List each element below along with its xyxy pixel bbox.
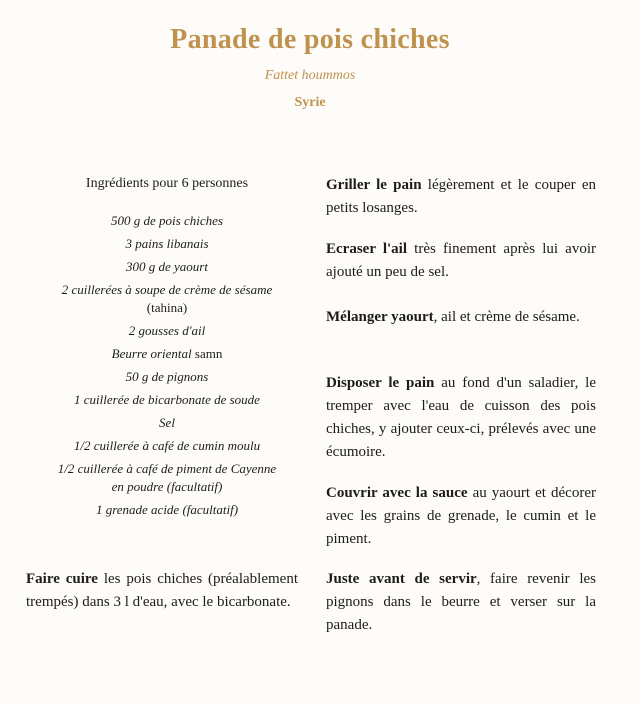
recipe-title: Panade de pois chiches [170, 24, 450, 55]
ingredient-item: 1 cuillerée de bicarbonate de soude [74, 392, 260, 407]
ingredient-note: (tahina) [146, 300, 188, 315]
step-serve: Juste avant de servir, faire revenir les pignons dans le beurre et verser sur la panade. [326, 571, 596, 633]
ingredients-header: Ingrédients pour 6 personnes [85, 176, 249, 191]
ingredient-item: 2 cuillerées à soupe de crème de sésame (tahina) [61, 282, 273, 315]
step-arrange: Disposer le pain au fond d'un saladier, le tremper avec l'eau de cuisson des pois chiches, y ajouter ceux-ci, prélevés avec une écumoire. [326, 375, 596, 460]
ingredient-item: Beurre oriental samn [111, 346, 223, 361]
ingredient-item: 2 gousses d'ail [128, 323, 206, 338]
ingredients-list [22, 212, 312, 524]
step-crush: Ecraser l'ail très finement après lui avoir ajouté un peu de sel. [326, 241, 596, 280]
ingredient-item: 1/2 cuillerée à café de piment de Cayenne en poudre (facultatif) [57, 461, 277, 494]
ingredient-item: 3 pains libanais [125, 236, 209, 251]
ingredient-item: 1/2 cuillerée à café de cumin moulu [73, 438, 261, 453]
recipe-subtitle: Fattet hoummos [264, 68, 356, 83]
ingredient-note: en poudre (facultatif) [111, 479, 223, 494]
ingredient-item: 300 g de yaourt [126, 259, 208, 274]
ingredient-item: 50 g de pignons [125, 369, 209, 384]
step-cover: Couvrir avec la sauce au yaourt et décorer avec les grains de grenade, le cumin et le piment. [326, 485, 596, 547]
ingredient-item: 500 g de pois chiches [111, 213, 223, 228]
step-mix: Mélanger yaourt, ail et crème de sésame. [326, 309, 580, 325]
ingredient-item: 1 grenade acide (facultatif) [95, 502, 239, 517]
ingredient-item: Sel [159, 415, 175, 430]
step-grill: Griller le pain légèrement et le couper en petits losanges. [326, 177, 596, 216]
ingredient-note: samn [194, 346, 223, 361]
recipe-region: Syrie [294, 95, 326, 110]
step-cook: Faire cuire les pois chiches (préalablement trempés) dans 3 l d'eau, avec le bicarbonate. [26, 571, 298, 610]
